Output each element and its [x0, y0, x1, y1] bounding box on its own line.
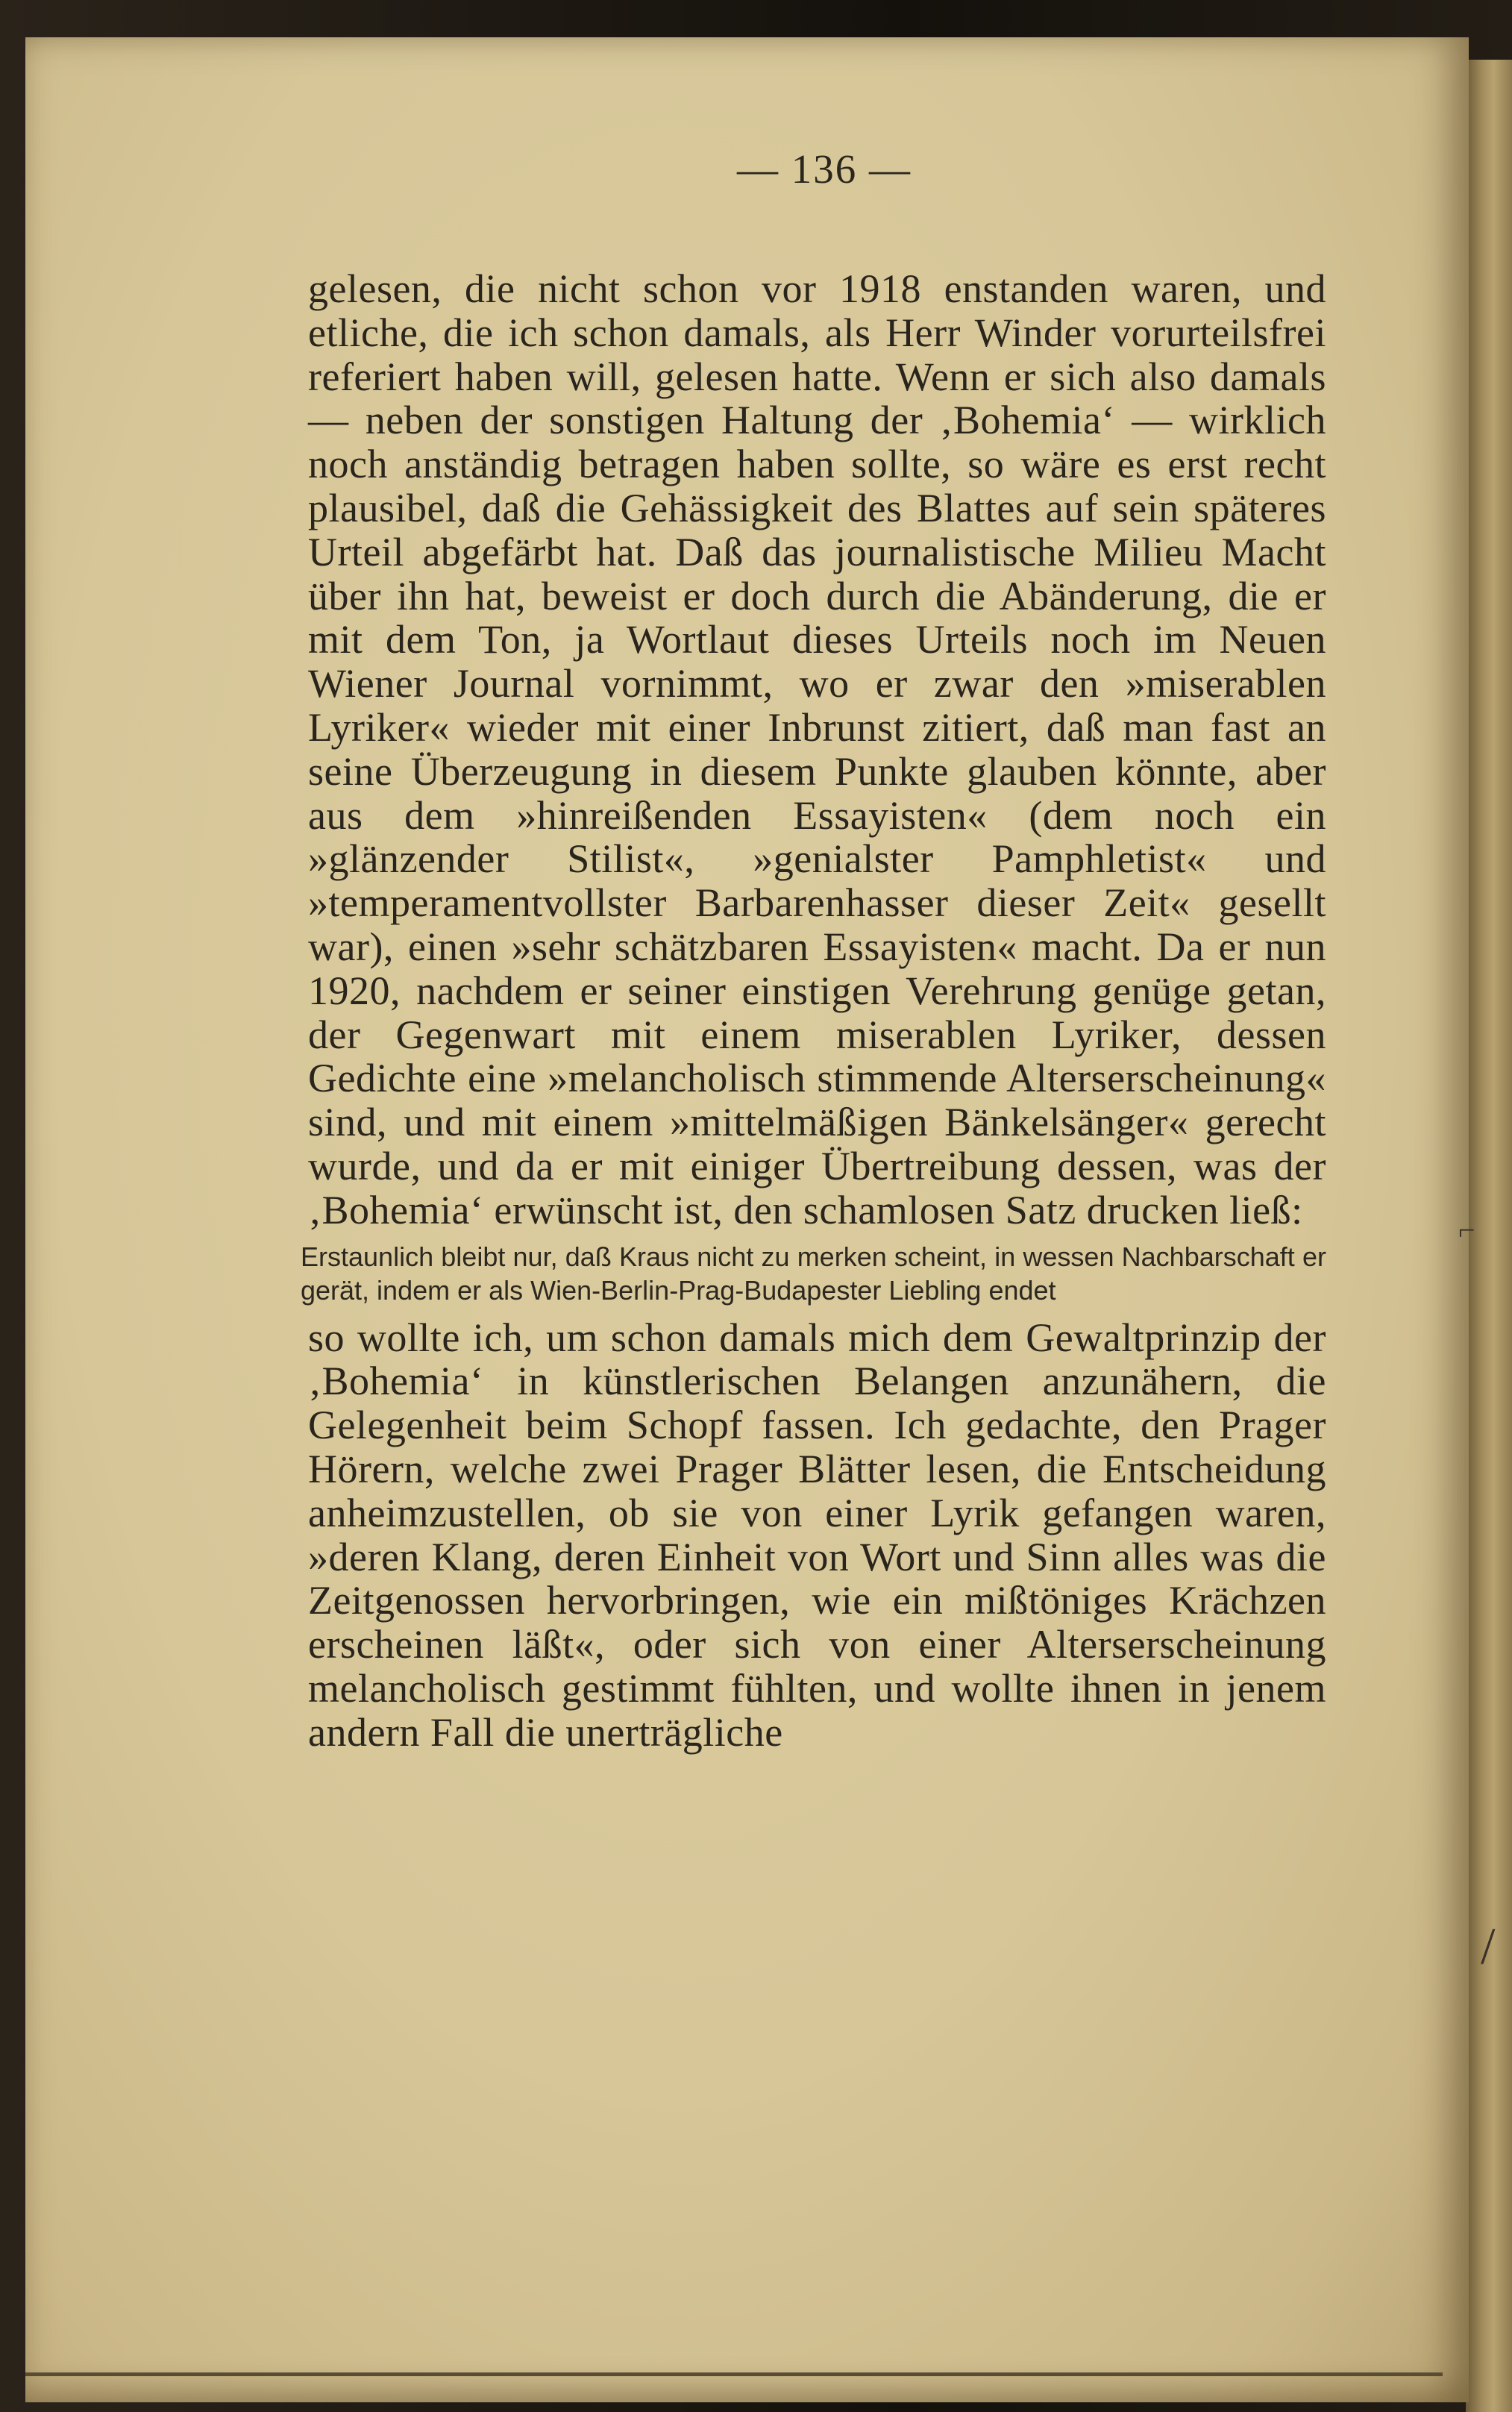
text-column — [301, 266, 1326, 1755]
body-paragraph-first: gelesen, die nicht schon vor 1918 enstanden waren, und etliche, die ich schon damals, als Herr Winder vorurteilsfrei referiert haben will, gelesen hatte. Wenn er sich also damals — neben der sonstigen Haltung der ‚Bohemia‘ — wirklich noch anständig betragen haben sollte, so wäre es erst recht plausibel, daß die Gehässigkeit des Blattes auf sein späteres Urteil abgefärbt hat. Daß das journalistische Milieu Macht über ihn hat, beweist er doch durch die Abänderung, die er mit dem Ton, ja Wortlaut dieses Urteils noch im Neuen Wiener Journal vornimmt, wo er zwar den »miserablen Lyriker« wieder mit einer Inbrunst zitiert, daß man fast an seine Überzeugung in diesem Punkte glauben könnte, aber aus dem »hinreißenden Essayisten« (dem noch ein »glänzender Stilist«, »genialster Pamphletist« und »temperamentvollster Barbarenhasser dieser Zeit« gesellt war), einen »sehr schätzbaren Essayisten« macht. Da er nun 1920, nachdem er seiner einstigen Verehrung genüge getan, der Gegenwart mit einem miserablen Lyriker, dessen Gedichte eine »melancholisch stimmende Alterserscheinung« sind, und mit einem »mittelmäßigen Bänkelsänger« gerecht wurde, und da er mit einiger Übertreibung dessen, was der ‚Bohemia‘ erwünscht ist, den schamlosen Satz drucken ließ: — [308, 266, 1326, 1232]
margin-pencil-stroke: / — [1481, 1918, 1496, 1976]
body-paragraph-second: so wollte ich, um schon damals mich dem Gewaltprinzip der ‚Bohemia‘ in künstlerischen Belangen anzunähern, die Gelegenheit beim Schopf fassen. Ich gedachte, den Prager Hörern, welche zwei Prager Blätter lesen, die Entscheidung anheimzustellen, ob sie von einer Lyrik gefangen waren, »deren Klang, deren Einheit von Wort und Sinn alles was die Zeitgenossen hervorbringen, wie ein mißtöniges Krächzen erscheinen läßt«, oder sich von einer Alterserscheinung melancholisch gestimmt fühlten, und wollte ihnen in jenem andern Fall die unerträgliche — [308, 1315, 1326, 1755]
page-number: — 136 — — [737, 146, 912, 192]
margin-pencil-mark: ⌐ — [1458, 1213, 1475, 1247]
page-bottom-rule — [25, 2372, 1443, 2376]
block-quote: Erstaunlich bleibt nur, daß Kraus nicht zu merken scheint, in wessen Nachbarschaft er gerät, indem er als Wien-Berlin-Prag-Budapester Liebling endet — [301, 1241, 1326, 1306]
